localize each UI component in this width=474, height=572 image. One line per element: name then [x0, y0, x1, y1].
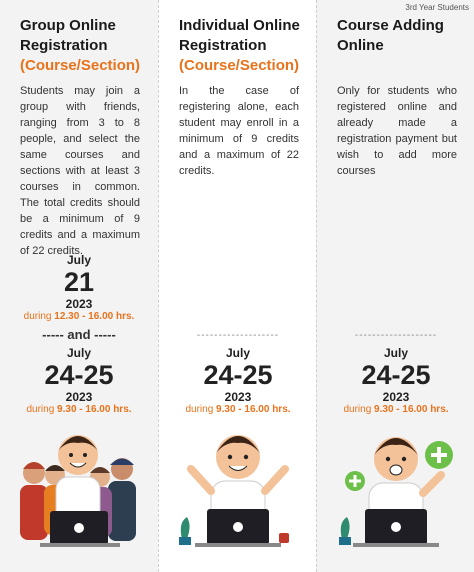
and-separator: ----- and ----- — [42, 327, 116, 342]
title-line2: Online — [337, 37, 384, 54]
group-registration-title — [20, 16, 155, 76]
date-year: 2023 — [65, 390, 93, 404]
group-registration-description: Students may join a group with friends, ranging from 3 to 8 people, and select the same courses and sections with at least 3 courses in common. The total credits should be a minimum of 9 credits and a maximum of 22 credits. — [20, 85, 140, 257]
title-line2: Registration — [20, 37, 108, 54]
date-block-july-24-25 — [159, 346, 317, 415]
group-registration-column — [0, 0, 158, 572]
title-line1: Course Adding — [337, 17, 444, 34]
student-laptop-illustration — [159, 425, 317, 555]
title-subtitle: (Course/Section) — [20, 57, 141, 74]
date-month: July — [225, 346, 250, 360]
date-block-july-24-25 — [0, 346, 158, 415]
individual-registration-title — [179, 16, 314, 76]
course-adding-title — [337, 16, 472, 56]
date-time: during 9.30 - 16.00 hrs. — [26, 404, 132, 415]
date-day: 21 — [63, 267, 95, 297]
date-year: 2023 — [224, 390, 252, 404]
date-month: July — [66, 253, 91, 267]
group-students-illustration — [0, 425, 158, 555]
title-line2: Registration — [179, 37, 267, 54]
student-laptop-plus-illustration — [317, 425, 474, 555]
date-day: 24-25 — [44, 360, 114, 390]
title-line1: Group Online — [20, 17, 116, 34]
course-adding-column — [316, 0, 474, 572]
title-subtitle: (Course/Section) — [179, 57, 300, 74]
date-year: 2023 — [65, 297, 93, 311]
course-adding-description: Only for students who registered online and already made a registration payment but wish to add more courses — [337, 85, 457, 177]
date-time: during 9.30 - 16.00 hrs. — [343, 404, 449, 415]
date-block-july-24-25 — [317, 346, 474, 415]
date-time: during 9.30 - 16.00 hrs. — [185, 404, 291, 415]
date-month: July — [66, 346, 91, 360]
individual-registration-column — [158, 0, 317, 572]
date-time: during 12.30 - 16.00 hrs. — [23, 311, 135, 322]
dashed-separator: ------------------- — [196, 330, 280, 341]
date-year: 2023 — [382, 390, 410, 404]
individual-registration-description: In the case of registering alone, each student may enroll in a minimum of 9 credits and a maximum of 22 credits. — [179, 85, 299, 177]
title-line1: Individual Online — [179, 17, 300, 34]
date-day: 24-25 — [361, 360, 431, 390]
date-day: 24-25 — [203, 360, 273, 390]
dashed-separator: ------------------- — [354, 330, 438, 341]
header-tag: 3rd Year Students — [405, 3, 469, 12]
date-block-july-21 — [0, 253, 158, 322]
date-month: July — [383, 346, 408, 360]
